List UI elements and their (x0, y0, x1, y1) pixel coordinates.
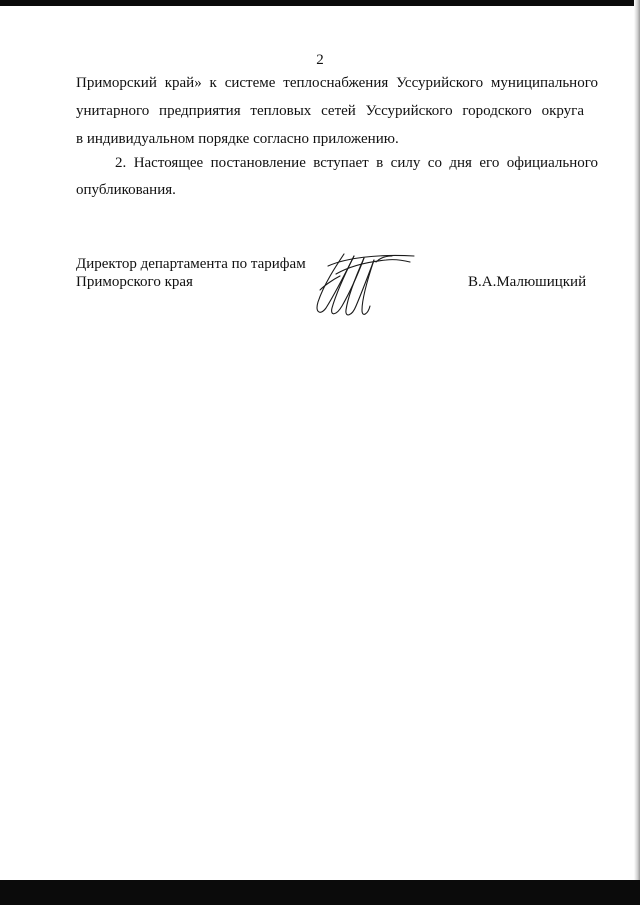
scan-edge-bottom (0, 880, 640, 905)
body-line-4: 2. Настоящее постановление вступает в силу со дня его официального (115, 155, 598, 171)
body-line-5: опубликования. (76, 182, 176, 198)
signatory-position-line2: Приморского края (76, 274, 193, 290)
signatory-name: В.А.Малюшицкий (468, 274, 587, 290)
scan-edge-top (0, 0, 640, 6)
body-line-2: унитарного предприятия тепловых сетей Уссурийского городского округа (76, 103, 584, 119)
body-line-1: Приморский край» к системе теплоснабжения Уссурийского муниципального (76, 75, 598, 91)
handwritten-signature (306, 246, 426, 322)
page-number: 2 (316, 52, 324, 68)
scan-edge-right (634, 0, 640, 905)
signatory-position-line1: Директор департамента по тарифам (76, 256, 306, 272)
body-line-3: в индивидуальном порядке согласно приложению. (76, 131, 399, 147)
